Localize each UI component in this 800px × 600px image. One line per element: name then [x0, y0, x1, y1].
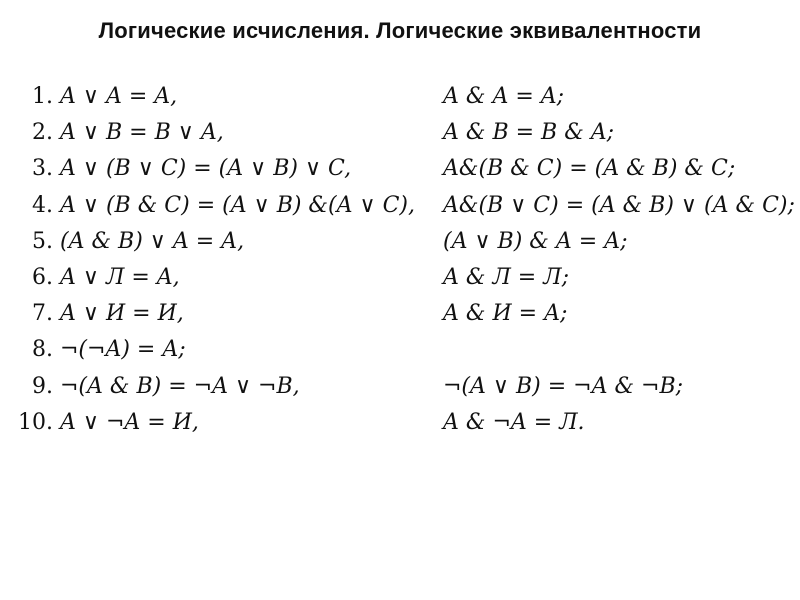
disjunction-law: A ∨ B = B ∨ A, — [60, 120, 224, 146]
law-row — [0, 153, 800, 189]
law-row — [0, 117, 800, 153]
law-number: 8. — [32, 337, 53, 363]
law-number: 7. — [32, 301, 53, 327]
law-number: 4. — [32, 192, 53, 218]
law-row — [0, 190, 800, 226]
law-number: 3. — [32, 156, 53, 182]
conjunction-law: ¬(A ∨ B) = ¬A & ¬B; — [443, 373, 684, 399]
disjunction-law: A ∨ Л = A, — [60, 264, 180, 290]
conjunction-law: A & Л = Л; — [443, 264, 570, 290]
disjunction-law: A ∨ (B ∨ C) = (A ∨ B) ∨ C, — [60, 156, 352, 182]
law-number: 2. — [32, 120, 53, 146]
conjunction-law: A & B = B & A; — [443, 120, 615, 146]
law-number: 5. — [32, 228, 53, 254]
disjunction-law: (A & B) ∨ A = A, — [60, 228, 245, 254]
law-row — [0, 371, 800, 407]
law-row — [0, 226, 800, 262]
disjunction-law: A ∨ И = И, — [60, 301, 184, 327]
law-number: 6. — [32, 264, 53, 290]
law-row — [0, 407, 800, 443]
conjunction-law: A & ¬A = Л. — [443, 409, 585, 435]
disjunction-law: ¬(¬A) = A; — [60, 337, 186, 363]
disjunction-law: A ∨ (B & C) = (A ∨ B) &(A ∨ C), — [60, 192, 415, 218]
law-row — [0, 81, 800, 117]
equivalence-list — [0, 81, 800, 443]
law-row — [0, 298, 800, 334]
law-number: 10. — [18, 409, 53, 435]
conjunction-law: (A ∨ B) & A = A; — [443, 228, 628, 254]
disjunction-law: ¬(A & B) = ¬A ∨ ¬B, — [60, 373, 300, 399]
law-number: 9. — [32, 373, 53, 399]
slide-title: Логические исчисления. Логические эквивалентности — [98, 18, 702, 43]
law-number: 1. — [32, 84, 53, 109]
conjunction-law: A&(B ∨ C) = (A & B) ∨ (A & C); — [443, 192, 795, 218]
conjunction-law: A & И = A; — [443, 301, 568, 327]
law-row — [0, 334, 800, 370]
disjunction-law: A ∨ ¬A = И, — [60, 409, 199, 435]
conjunction-law: A & A = A; — [443, 84, 565, 109]
disjunction-law: A ∨ A = A, — [60, 84, 178, 109]
law-row — [0, 262, 800, 298]
conjunction-law: A&(B & C) = (A & B) & C; — [443, 156, 736, 182]
